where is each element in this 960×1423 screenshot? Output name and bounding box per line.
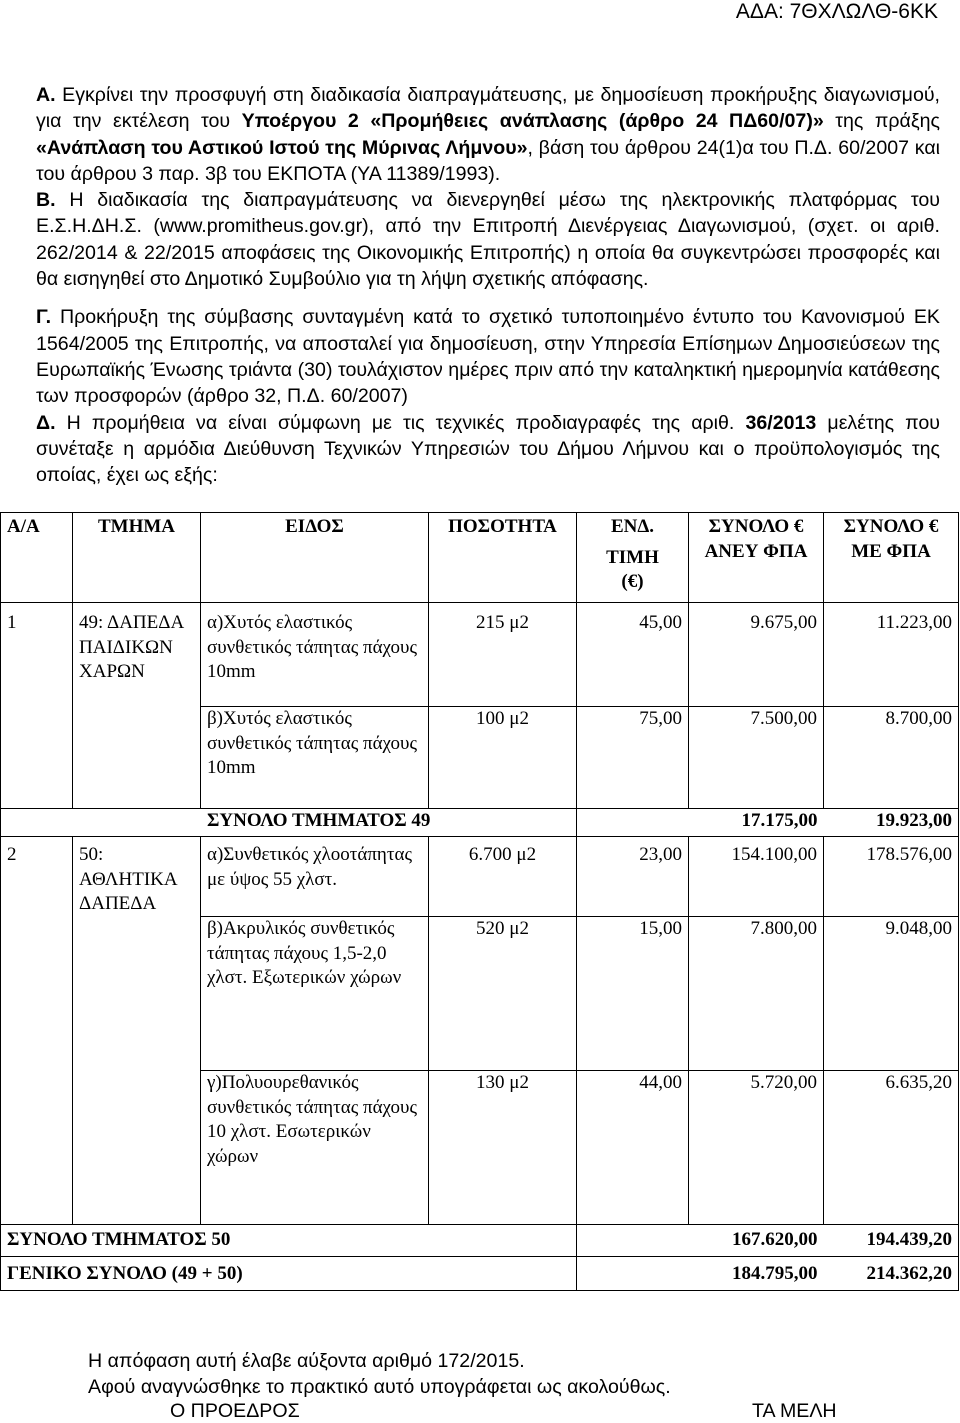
row-price: 15,00 xyxy=(577,917,689,1071)
row-price: 75,00 xyxy=(577,707,689,809)
row-gross: 9.048,00 xyxy=(824,917,959,1071)
grand-total-row xyxy=(1,1257,959,1291)
subtotal-net-50: 167.620,00 xyxy=(689,1225,824,1257)
header-total-net: ΣΥΝΟΛΟ € ΑΝΕΥ ΦΠΑ xyxy=(689,513,824,603)
president-label: Ο ΠΡΟΕΔΡΟΣ xyxy=(170,1400,300,1422)
header-eidos: ΕΙΔΟΣ xyxy=(201,513,429,603)
table-header-row xyxy=(1,513,959,603)
row-price: 45,00 xyxy=(577,603,689,707)
decision-number-line: Η απόφαση αυτή έλαβε αύξοντα αριθμό 172/2015. xyxy=(88,1350,525,1372)
subtotal-spacer-49 xyxy=(577,809,689,837)
grand-total-gross: 214.362,20 xyxy=(824,1257,959,1291)
subtotal-gross-49: 19.923,00 xyxy=(824,809,959,837)
row-eidos: β)Ακρυλικός συνθετικός τάπητας πάχους 1,5-2,0 χλστ. Εξωτερικών χώρων xyxy=(201,917,429,1071)
ada-code: ΑΔΑ: 7ΘΧΛΩΛΘ-6ΚΚ xyxy=(735,0,938,23)
table-row xyxy=(1,837,959,917)
header-unit-price-2: ΤΙΜΗ xyxy=(606,546,659,568)
text-d1: Η προμήθεια να είναι σύμφωνη με τις τεχνικές προδιαγραφές της αριθ. xyxy=(55,411,746,434)
decision-text xyxy=(36,82,940,488)
row-net: 9.675,00 xyxy=(689,603,824,707)
subtotal-row-49 xyxy=(1,809,959,837)
row-net: 7.800,00 xyxy=(689,917,824,1071)
paragraph-a xyxy=(36,82,940,187)
text-d2: 36/2013 xyxy=(745,411,817,434)
row-qty: 6.700 μ2 xyxy=(429,837,577,917)
grand-total-net: 184.795,00 xyxy=(689,1257,824,1291)
text-g1: Προκήρυξη της σύμβασης συνταγμένη κατά το σχετικό τυποποιημένο έντυπο του Κανονισμού ΕΚ 1564/2005 της Επιτροπής, να αποσταλεί για δημοσίευση, στην Υπηρεσία Επίσημων Δημοσιεύσεων της Ευρωπαϊκής Ένωσης τριάντα (30) τουλάχιστον ημέρες πριν από την καταληκτική ημερομηνία κατάθεσης των προσφορών (άρθρο 32, Π.Δ. 60/2007) xyxy=(36,306,940,408)
text-a5: , βάση του άρθρου 24(1)α του Π.Δ. 60/2007 και του άρθρου 3 παρ. 3β του ΕΚΠΟΤΑ (ΥΑ 11389/1993). xyxy=(36,136,940,185)
label-b: Β. xyxy=(36,189,56,212)
paragraph-b xyxy=(36,187,940,292)
row-gross: 11.223,00 xyxy=(824,603,959,707)
row-qty: 130 μ2 xyxy=(429,1071,577,1225)
row-qty: 100 μ2 xyxy=(429,707,577,809)
text-a4: «Ανάπλαση του Αστικού Ιστού της Μύρινας Λήμνου» xyxy=(36,136,528,159)
paragraph-g xyxy=(36,304,940,409)
row-qty: 520 μ2 xyxy=(429,917,577,1071)
table-row xyxy=(1,603,959,707)
budget-table-wrapper xyxy=(0,512,958,1291)
row-eidos: α)Χυτός ελαστικός συνθετικός τάπητας πάχους 10mm xyxy=(201,603,429,707)
text-b1: Η διαδικασία της διαπραγμάτευσης να διενεργηθεί μέσω της ηλεκτρονικής πλατφόρμας του Ε.Σ.Η.ΔΗ.Σ. (www.promitheus.gov.gr), από την Επιτροπή Διενέργειας Διαγωνισμού, (σχετ. οι αριθ. 262/2014 & 22/2015 αποφάσεις της Οικονομικής Επιτροπής) η οποία θα συγκεντρώσει προσφορές και θα εισηγηθεί στο Δημοτικό Συμβούλιο για τη λήψη σχετικής απόφασης. xyxy=(36,189,940,291)
row-eidos: γ)Πολυουρεθανικός συνθετικός τάπητας πάχους 10 χλστ. Εσωτερικών χώρων xyxy=(201,1071,429,1225)
text-d3: μελέτης που συνέταξε η αρμόδια Διεύθυνση Τεχνικών Υπηρεσιών του Δήμου Λήμνου και ο προϋπολογισμός της οποίας, έχει ως εξής: xyxy=(36,411,940,487)
row-tmima-1: 49: ΔΑΠΕΔΑ ΠΑΙΔΙΚΩΝ ΧΑΡΩΝ xyxy=(73,603,201,809)
header-unit-price xyxy=(577,513,689,603)
subtotal-net-49: 17.175,00 xyxy=(689,809,824,837)
row-eidos: α)Συνθετικός χλοοτάπητας με ύψος 55 χλστ. xyxy=(201,837,429,917)
row-net: 5.720,00 xyxy=(689,1071,824,1225)
subtotal-label-50: ΣΥΝΟΛΟ ΤΜΗΜΑΤΟΣ 50 xyxy=(1,1225,577,1257)
text-a2: Υποέργου 2 «Προμήθειες ανάπλασης (άρθρο 24 ΠΔ60/07)» xyxy=(241,110,824,133)
header-aa: Α/Α xyxy=(1,513,73,603)
row-gross: 8.700,00 xyxy=(824,707,959,809)
grand-total-spacer xyxy=(577,1257,689,1291)
row-net: 7.500,00 xyxy=(689,707,824,809)
subtotal-gross-50: 194.439,20 xyxy=(824,1225,959,1257)
header-total-gross: ΣΥΝΟΛΟ € ΜΕ ΦΠΑ xyxy=(824,513,959,603)
row-tmima-2: 50: ΑΘΛΗΤΙΚΑ ΔΑΠΕΔΑ xyxy=(73,837,201,1225)
label-g: Γ. xyxy=(36,306,52,329)
row-gross: 6.635,20 xyxy=(824,1071,959,1225)
header-unit-price-3: (€) xyxy=(621,571,644,592)
header-tmima: ΤΜΗΜΑ xyxy=(73,513,201,603)
members-label: ΤΑ ΜΕΛΗ xyxy=(752,1400,837,1422)
row-aa-2: 2 xyxy=(1,837,73,1225)
text-a3: της πράξης xyxy=(823,110,940,133)
row-price: 44,00 xyxy=(577,1071,689,1225)
text-a1: Εγκρίνει την προσφυγή στη διαδικασία διαπραγμάτευσης, με δημοσίευση προκήρυξης διαγωνισμού, για την εκτέλεση του xyxy=(36,84,940,133)
label-a: Α. xyxy=(36,84,56,106)
header-unit-price-1: ΕΝΔ. xyxy=(610,516,655,537)
subtotal-row-50 xyxy=(1,1225,959,1257)
signature-intro-line: Αφού αναγνώσθηκε το πρακτικό αυτό υπογράφεται ως ακολούθως. xyxy=(88,1376,671,1398)
subtotal-spacer-50 xyxy=(577,1225,689,1257)
header-posotita: ΠΟΣΟΤΗΤΑ xyxy=(429,513,577,603)
row-eidos: β)Χυτός ελαστικός συνθετικός τάπητας πάχους 10mm xyxy=(201,707,429,809)
row-qty: 215 μ2 xyxy=(429,603,577,707)
paragraph-d xyxy=(36,410,940,489)
grand-total-label: ΓΕΝΙΚΟ ΣΥΝΟΛΟ (49 + 50) xyxy=(1,1257,577,1291)
subtotal-label-49: ΣΥΝΟΛΟ ΤΜΗΜΑΤΟΣ 49 xyxy=(1,809,577,837)
label-d: Δ. xyxy=(36,411,56,434)
row-price: 23,00 xyxy=(577,837,689,917)
row-net: 154.100,00 xyxy=(689,837,824,917)
row-gross: 178.576,00 xyxy=(824,837,959,917)
budget-table xyxy=(0,512,959,1291)
row-aa-1: 1 xyxy=(1,603,73,809)
